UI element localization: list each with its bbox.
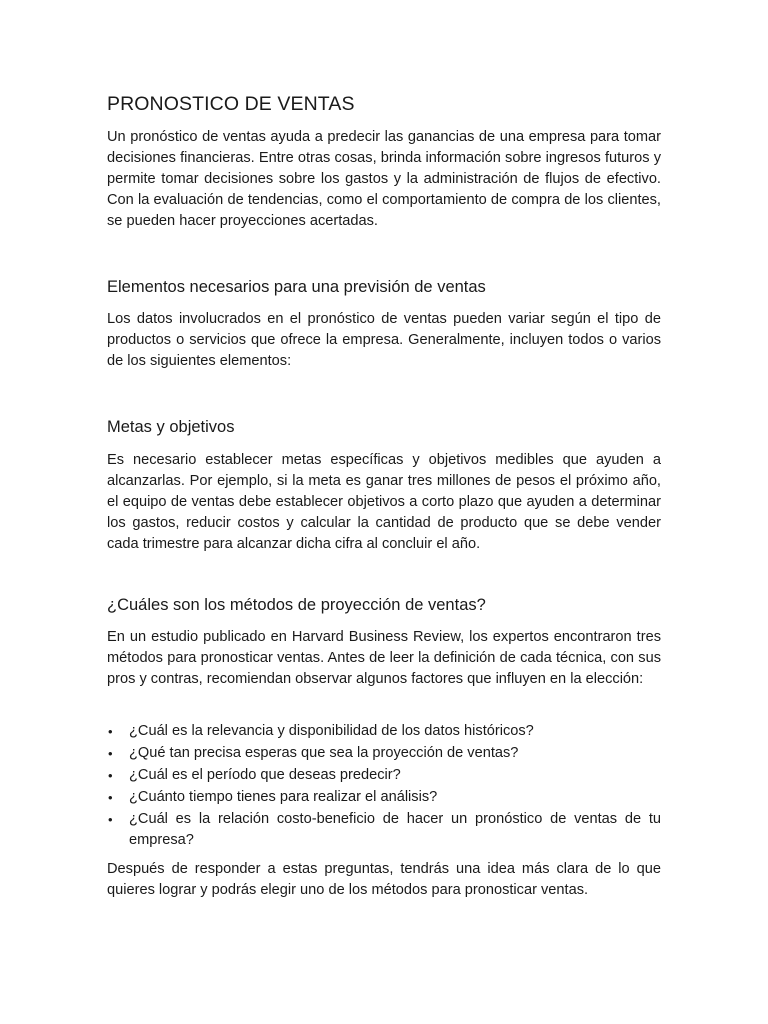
closing-paragraph: Después de responder a estas preguntas, tendrás una idea más clara de lo que quieres lograr y podrás elegir uno de los métodos para pronosticar ventas. [107, 861, 661, 898]
section-heading-metodos: ¿Cuáles son los métodos de proyección de ventas? [107, 596, 486, 614]
section-paragraph-metas: Es necesario establecer metas específicas y objetivos medibles que ayuden a alcanzarlas. Por ejemplo, si la meta es ganar tres millones de pesos el próximo año, el equipo de ventas debe establecer objetivos a corto plazo que ayuden a determinar los gastos, reducir costos y calcular la cantidad de producto que se debe vender cada trimestre para alcanzar dicha cifra al concluir el año. [107, 452, 661, 552]
list-item-text: ¿Cuánto tiempo tienes para realizar el análisis? [129, 789, 438, 805]
list-item-text: ¿Cuál es la relevancia y disponibilidad de los datos históricos? [129, 723, 534, 739]
bullet-icon: • [108, 746, 113, 761]
bullet-icon: • [108, 768, 113, 783]
intro-paragraph: Un pronóstico de ventas ayuda a predecir las ganancias de una empresa para tomar decisiones financieras. Entre otras cosas, brinda información sobre ingresos futuros y permite tomar decisiones sobre los gastos y la administración de flujos de efectivo. Con la evaluación de tendencias, como el comportamiento de compra de los clientes, se pueden hacer proyecciones acertadas. [107, 129, 661, 229]
section-paragraph-metodos: En un estudio publicado en Harvard Business Review, los expertos encontraron tres métodos para pronosticar ventas. Antes de leer la definición de cada técnica, con sus pros y contras, recomiendan observar algunos factores que influyen en la elección: [107, 629, 661, 687]
list-item [107, 787, 661, 808]
section-heading-elementos: Elementos necesarios para una previsión de ventas [107, 278, 486, 296]
list-item [107, 765, 661, 786]
bullet-icon: • [108, 724, 113, 739]
page-title: PRONOSTICO DE VENTAS [107, 93, 355, 115]
list-item-text: ¿Qué tan precisa esperas que sea la proyección de ventas? [129, 745, 519, 761]
factors-bullet-list [107, 721, 661, 852]
section-heading-metas: Metas y objetivos [107, 418, 235, 436]
list-item [107, 809, 661, 851]
bullet-icon: • [108, 812, 113, 827]
section-paragraph-elementos: Los datos involucrados en el pronóstico de ventas pueden variar según el tipo de productos o servicios que ofrece la empresa. Generalmente, incluyen todos o varios de los siguientes elementos: [107, 311, 661, 369]
list-item [107, 743, 661, 764]
list-item-text: ¿Cuál es la relación costo-beneficio de hacer un pronóstico de ventas de tu empresa? [129, 811, 661, 848]
list-item [107, 721, 661, 742]
bullet-icon: • [108, 790, 113, 805]
list-item-text: ¿Cuál es el período que deseas predecir? [129, 767, 401, 783]
